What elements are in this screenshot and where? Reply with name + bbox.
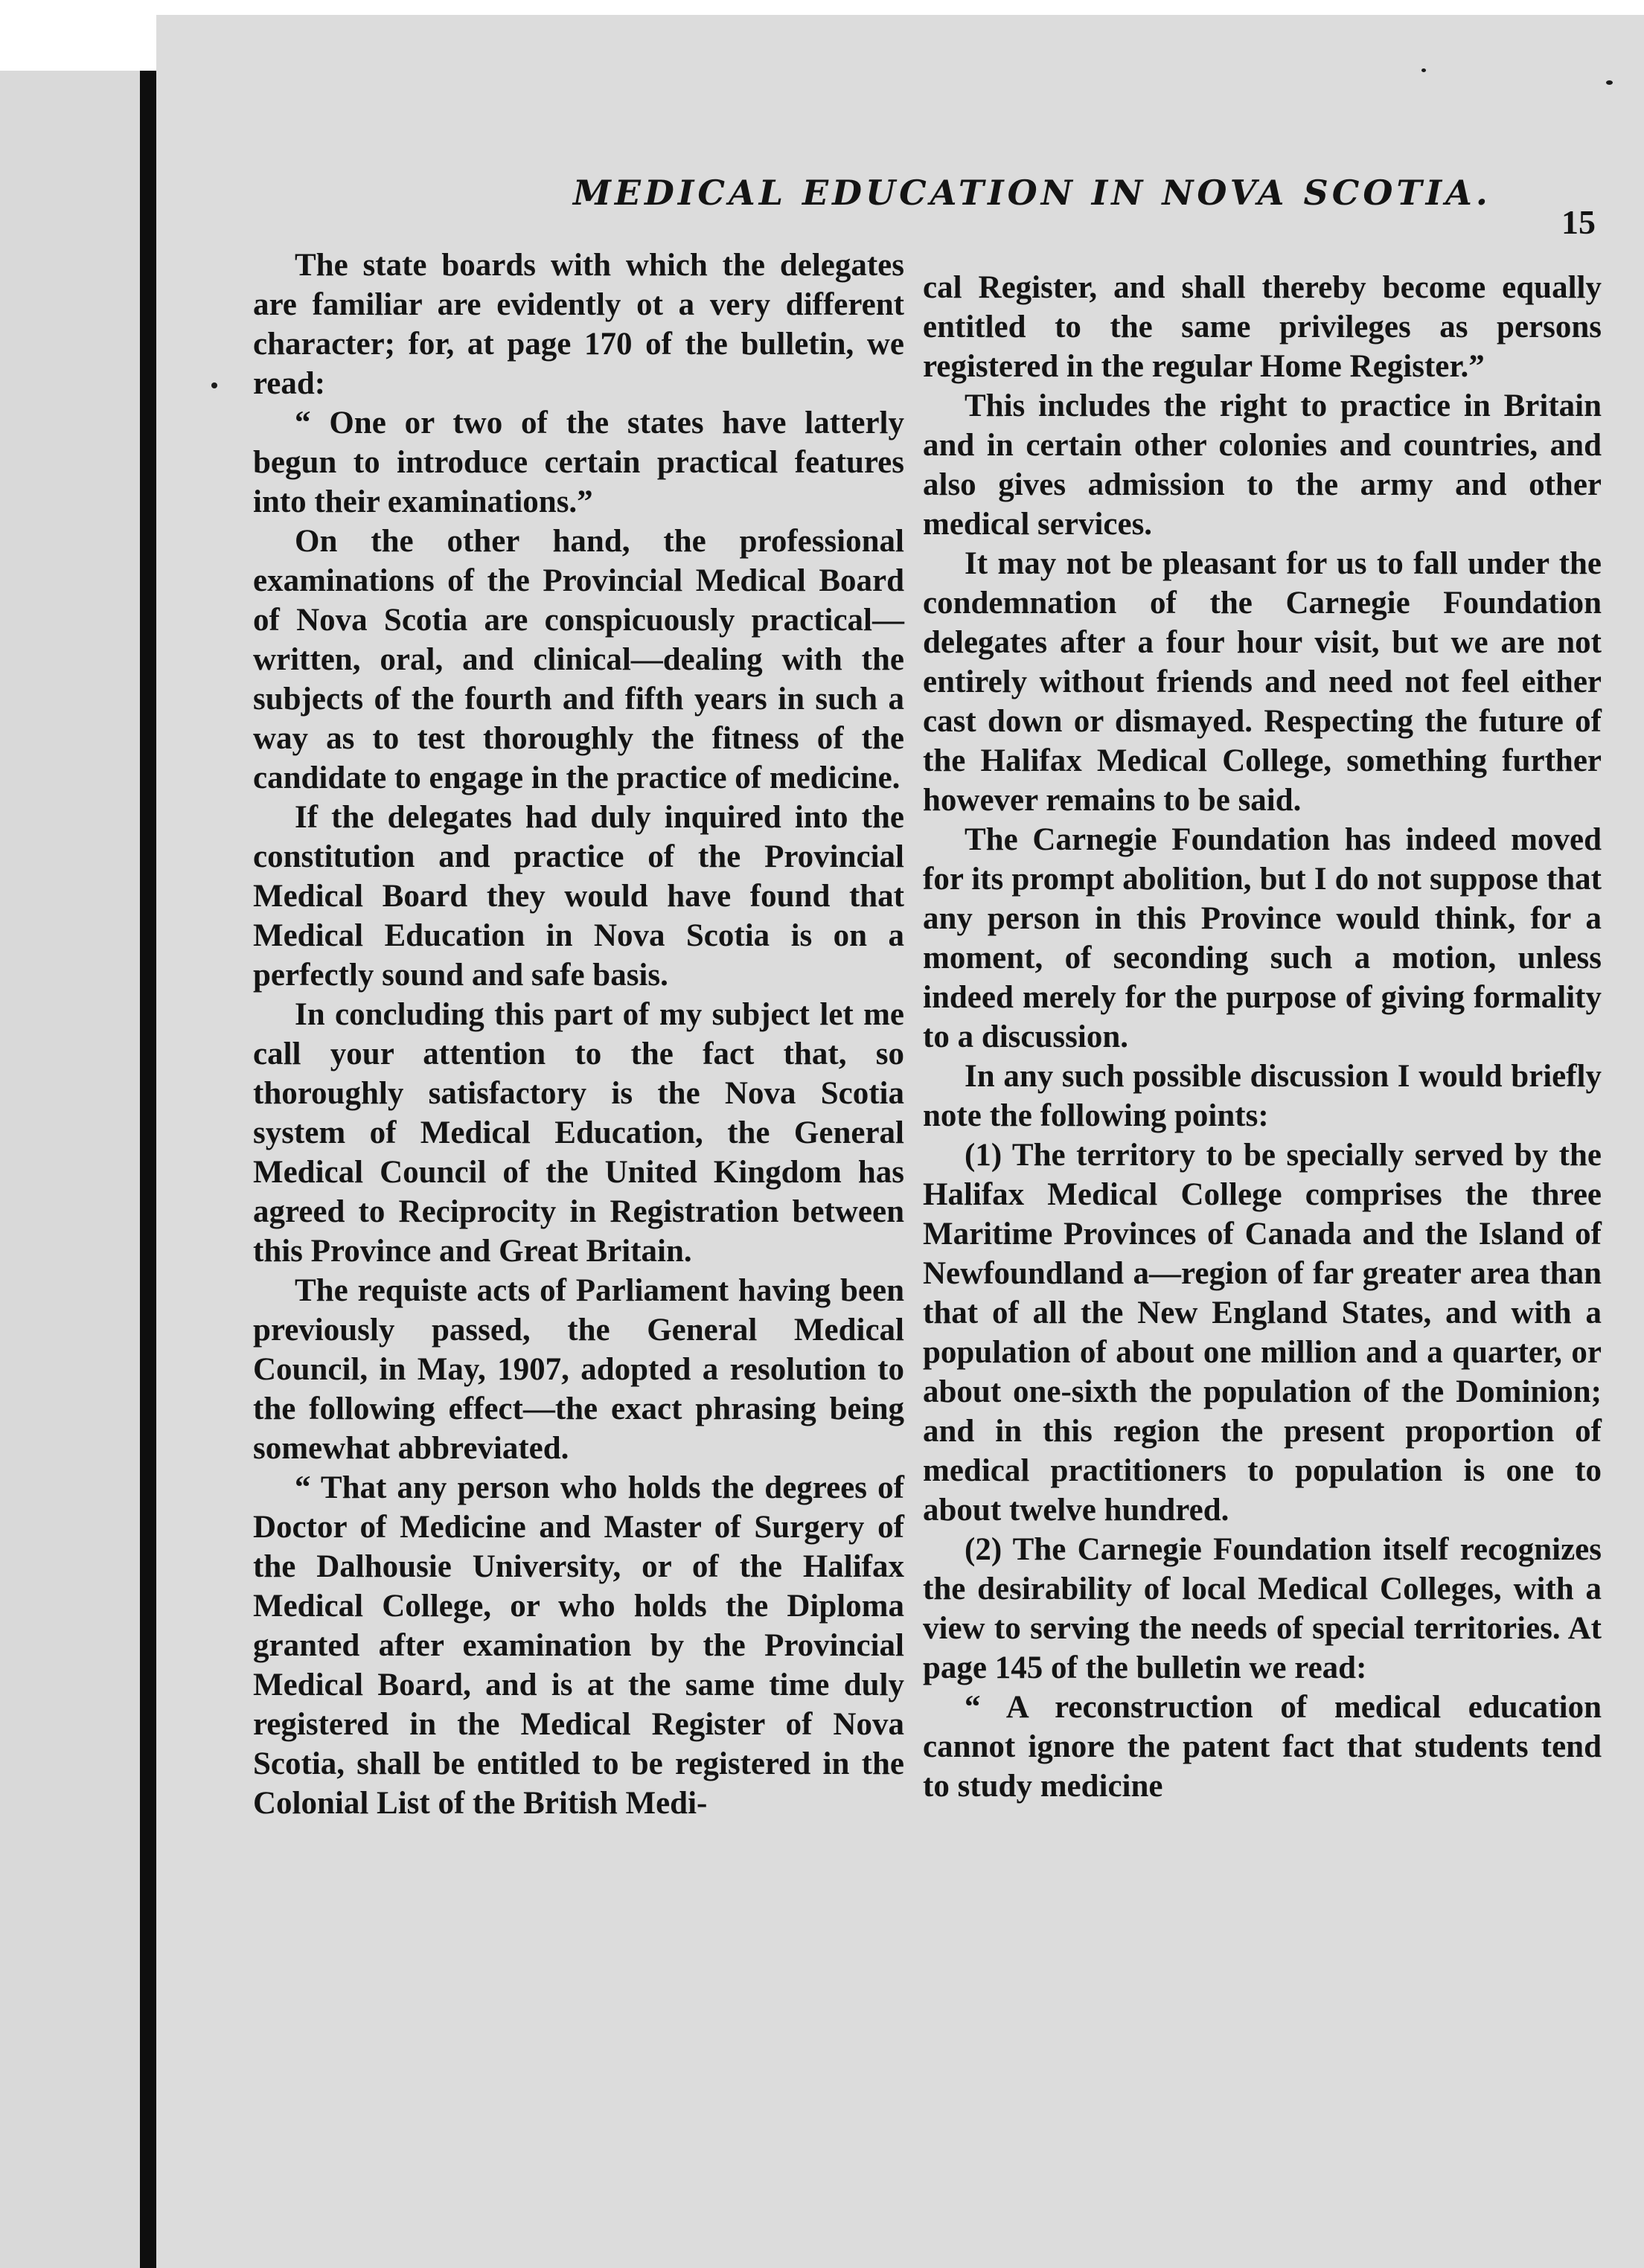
running-head: MEDICAL EDUCATION IN NOVA SCOTIA. — [573, 173, 1491, 213]
paragraph: cal Register, and shall thereby become equally entitled to the same privileges as persons registered in the regular Home Register.” — [923, 270, 1602, 384]
paragraph: In concluding this part of my subject let me call your attention to the fact that, so thoroughly satisfactory is the Nova Scotia system of Medical Education, the General Medical Council of the United Kingdom has agreed to Reciprocity in Registration between this Province and Great Britain. — [253, 997, 904, 1269]
page-number: 15 — [1561, 203, 1596, 241]
paragraph: “ A reconstruction of medical education cannot ignore the patent fact that students tend to study medicine — [923, 1690, 1602, 1804]
binding-gutter — [140, 71, 156, 2268]
paragraph: “ One or two of the states have latterly begun to introduce certain practical features into their examinations.” — [253, 406, 904, 519]
paragraph: This includes the right to practice in Britain and in certain other colonies and countries, and also gives admission to the army and other medical services. — [923, 388, 1602, 542]
right-column — [923, 268, 1602, 1806]
paragraph: On the other hand, the professional examinations of the Provincial Medical Board of Nova Scotia are conspicuously practical—written, oral, and clinical—dealing with the subjects of the fourth and fifth years in such a way as to test thoroughly the fitness of the candidate to engage in the practice of medicine. — [253, 524, 904, 795]
ink-speck — [211, 382, 217, 388]
paragraph: It may not be pleasant for us to fall under the condemnation of the Carnegie Foundation delegates after a four hour visit, but we are not entirely without friends and need not feel either cast down or dismayed. Respecting the future of the Halifax Medical College, something further however remains to be said. — [923, 546, 1602, 818]
ink-speck — [1606, 80, 1613, 85]
paragraph: The state boards with which the delegates are familiar are evidently ot a very different character; for, at page 170 of the bulletin, we read: — [253, 248, 904, 401]
paragraph: (2) The Carnegie Foundation itself recognizes the desirability of local Medical Colleges, with a view to serving the needs of special territories. At page 145 of the bulletin we read: — [923, 1532, 1602, 1685]
left-column — [253, 246, 904, 1823]
paragraph: In any such possible discussion I would briefly note the following points: — [923, 1059, 1602, 1133]
paragraph: “ That any person who holds the degrees of Doctor of Medicine and Master of Surgery of the Dalhousie University, or of the Halifax Medical College, or who holds the Diploma granted after examination by the Provincial Medical Board, and is at the same time duly registered in the Medical Register of Nova Scotia, shall be entitled to be registered in the Colonial List of the British Medi- — [253, 1470, 904, 1821]
ink-speck — [1421, 68, 1426, 72]
paragraph: The Carnegie Foundation has indeed moved for its prompt abolition, but I do not suppose that any person in this Province would think, for a moment, of seconding such a motion, unless indeed merely for the purpose of giving formality to a discussion. — [923, 822, 1602, 1054]
paragraph: The requiste acts of Parliament having been previously passed, the General Medical Council, in May, 1907, adopted a resolution to the following effect—the exact phrasing being somewhat abbreviated. — [253, 1273, 904, 1466]
paragraph: If the delegates had duly inquired into the constitution and practice of the Provincial Medical Board they would have found that Medical Education in Nova Scotia is on a perfectly sound and safe basis. — [253, 800, 904, 993]
facing-page-edge — [0, 71, 140, 2268]
paragraph: (1) The territory to be specially served by the Halifax Medical College comprises the three Maritime Provinces of Canada and the Island of Newfoundland a—region of far greater area than that of all the New England States, and with a population of about one million and a quarter, or about one-sixth the population of the Dominion; and in this region the present proportion of medical practitioners to population is one to about twelve hundred. — [923, 1138, 1602, 1528]
